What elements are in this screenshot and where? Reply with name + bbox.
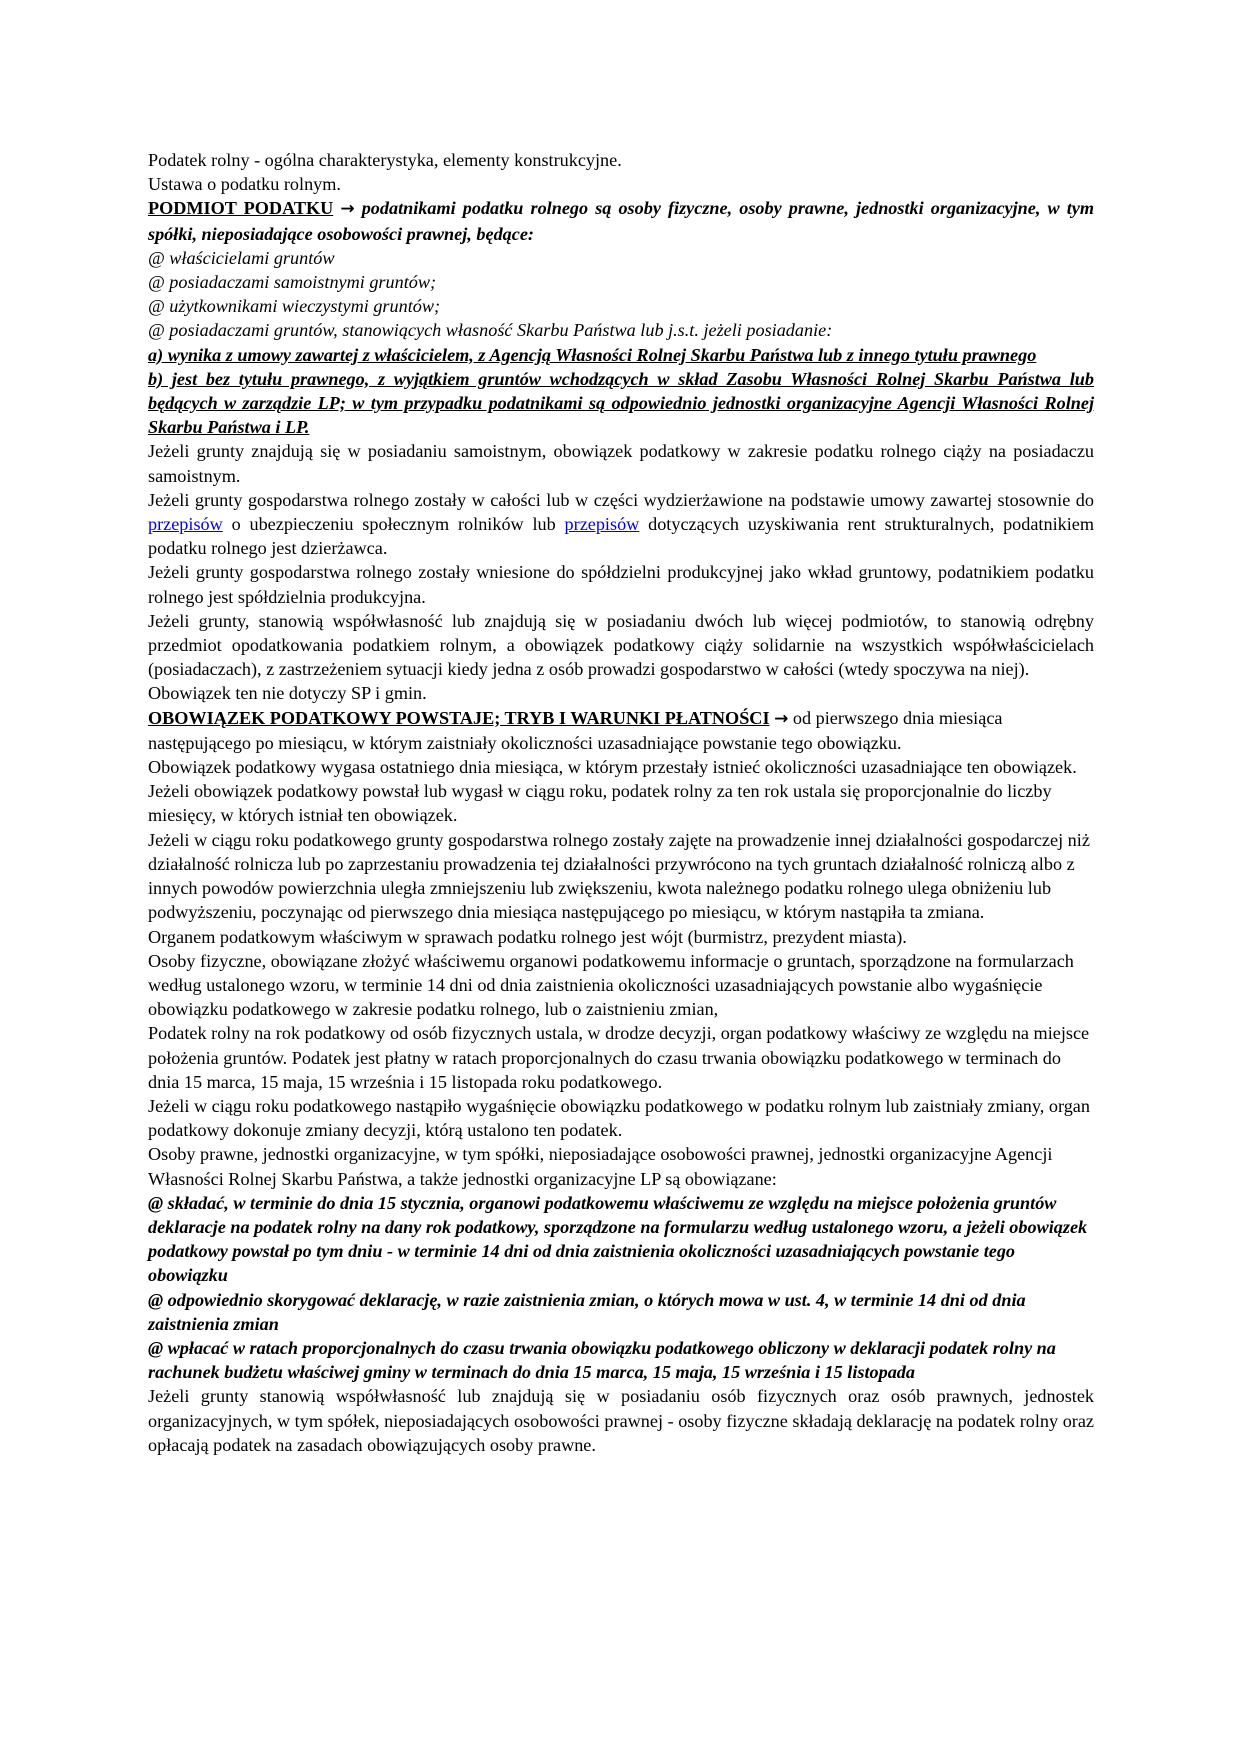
paragraph-zmiana: Jeżeli w ciągu roku podatkowego grunty gospodarstwa rolnego zostały zajęte na prowadzenie innej działalności gospodarczej niż działalność rolnicza lub po zaprzestaniu prowadzenia tej działalności przywrócono na tych gruntach działalność rolniczą albo z innych powodów powierzchnia uległa zmniejszeniu lub zwiększeniu, kwota należnego podatku rolnego ulega obniżeniu lub podwyższeniu, poczynając od pierwszego dnia miesiąca następującego po miesiącu, w którym nastąpiła ta zmiana. [148,829,1090,923]
paragraph-spoldzielnia: Jeżeli grunty gospodarstwa rolnego zostały wniesione do spółdzielni produkcyjnej jako wkład gruntowy, podatnikiem podatku rolnego jest spółdzielnia produkcyjna. [148,562,1094,607]
podmiot-item: @ właścicielami gruntów [148,247,335,268]
podmiot-item: @ użytkownikami wieczystymi gruntów; [148,296,441,317]
przepisy-link-1[interactable]: przepisów [148,514,223,535]
paragraph-osoby-fizyczne: Osoby fizyczne, obowiązane złożyć właściwemu organowi podatkowemu informacje o gruntach, sporządzone na formularzach według ustalonego wzoru, w terminie 14 dni od dnia zaistnienia okoliczności uzasadniających powstanie albo wygaśnięcie obowiązku podatkowego w zakresie podatku rolnego, lub o zaistnieniu zmian, [148,950,1074,1020]
paragraph-organ: Organem podatkowym właściwym w sprawach podatku rolnego jest wójt (burmistrz, prezydent miasta). [148,926,907,947]
paragraph-wygasniecie: Jeżeli w ciągu roku podatkowego nastąpiło wygaśnięcie obowiązku podatkowego w podatku rolnym lub zaistniały zmiany, organ podatkowy dokonuje zmiany decyzji, którą ustalono ten podatek. [148,1095,1090,1141]
obowiazek-item: @ odpowiednio skorygować deklarację, w razie zaistnienia zmian, o których mowa w ust. 4, w terminie 14 dni od dnia zaistnienia zmian [148,1289,1026,1334]
arrow-right-icon: → [774,708,789,729]
obowiazek-paragraph [148,706,1094,755]
document-page [148,148,1094,1457]
przepisy-link-2[interactable]: przepisów [564,514,640,535]
paragraph-dzierzawa [148,488,1094,561]
paragraph-wspolwlasnosc: Jeżeli grunty, stanowią współwłasność lub znajdują się w posiadaniu dwóch lub więcej podmiotów, to stanowią odrębny przedmiot opodatkowania podatkiem rolnym, a obowiązek podatkowy ciąży solidarnie na wszystkich współwłaścicielach (posiadaczach), z zastrzeżeniem sytuacji kiedy jedna z osób prowadzi gospodarstwo w całości (wtedy spoczywa na niej). [148,610,1094,680]
paragraph-osoby-prawne: Osoby prawne, jednostki organizacyjne, w tym spółki, nieposiadające osobowości prawnej, jednostki organizacyjne Agencji Własności Rolnej Skarbu Państwa, a także jednostki organizacyjne LP są obowiązane: [148,1144,1053,1189]
obowiazek-text: od pierwszego dnia miesiąca następującego po miesiącu, w którym zaistniały okoliczności uzasadniające powstanie tego obowiązku. [148,707,1003,753]
podmiot-subitem: a) wynika z umowy zawartej z właścicielem, z Agencją Własności Rolnej Skarbu Państwa lub z innego tytułu prawnego [148,344,1037,365]
dzierzawa-text-after: dotyczących uzyskiwania rent strukturalnych, podatnikiem podatku rolnego jest dzierżawca. [148,514,1094,559]
paragraph-samoistny: Jeżeli grunty znajdują się w posiadaniu samoistnym, obowiązek podatkowy w zakresie podatku rolnego ciąży na posiadaczu samoistnym. [148,441,1094,486]
dzierzawa-text-middle: o ubezpieczeniu społecznym rolników lub [222,514,565,535]
podmiot-item: @ posiadaczami samoistnymi gruntów; [148,272,437,293]
document-subtitle: Ustawa o podatku rolnym. [148,174,341,195]
paragraph-decyzja: Podatek rolny na rok podatkowy od osób fizycznych ustala, w drodze decyzji, organ podatkowy właściwy ze względu na miejsce położenia gruntów. Podatek jest płatny w ratach proporcjonalnych do czasu trwania obowiązku podatkowego w terminach do dnia 15 marca, 15 maja, 15 września i 15 listopada roku podatkowego. [148,1023,1090,1092]
podmiot-heading: PODMIOT PODATKU [148,198,334,219]
document-title: Podatek rolny - ogólna charakterystyka, elementy konstrukcyjne. [148,150,622,170]
paragraph-proporcja: Jeżeli obowiązek podatkowy powstał lub wygasł w ciągu roku, podatek rolny za ten rok ustala się proporcjonalnie do liczby miesięcy, w których istniał ten obowiązek. [148,781,1052,826]
arrow-right-icon: → [340,199,355,220]
dzierzawa-text-before: Jeżeli grunty gospodarstwa rolnego zostały w całości lub w części wydzierżawione na podstawie umowy zawartej stosownie do [148,489,1094,510]
podmiot-intro: podatnikami podatku rolnego są osoby fizyczne, osoby prawne, jednostki organizacyjne, w tym spółki, nieposiadające osobowości prawnej, będące: [148,198,1094,244]
obowiazek-heading: OBOWIĄZEK PODATKOWY POWSTAJE; TRYB I WARUNKI PŁATNOŚCI [148,707,770,728]
paragraph-wygasa: Obowiązek podatkowy wygasa ostatniego dnia miesiąca, w którym przestały istnieć okoliczności uzasadniające ten obowiązek. [148,757,1077,778]
podmiot-subitem: b) jest bez tytułu prawnego, z wyjątkiem gruntów wchodzących w skład Zasobu Własności Rolnej Skarbu Państwa lub będących w zarządzie LP; w tym przypadku podatnikami są odpowiednio jednostki organizacyjne Agencji Własności Rolnej Skarbu Państwa i LP. [148,368,1094,438]
paragraph-sp: Obowiązek ten nie dotyczy SP i gmin. [148,683,427,704]
obowiazek-item: @ składać, w terminie do dnia 15 stycznia, organowi podatkowemu właściwemu ze względu na miejsce położenia gruntów deklaracje na podatek rolny na dany rok podatkowy, sporządzone na formularzu według ustalonego wzoru, a jeżeli obowiązek podatkowy powstał po tym dniu - w terminie 14 dni od dnia zaistnienia okoliczności uzasadniających powstanie tego obowiązku [148,1192,1088,1286]
podmiot-item: @ posiadaczami gruntów, stanowiących własność Skarbu Państwa lub j.s.t. jeżeli posiadanie: [148,320,833,341]
paragraph-final: Jeżeli grunty stanowią współwłasność lub znajdują się w posiadaniu osób fizycznych oraz osób prawnych, jednostek organizacyjnych, w tym spółek, nieposiadających osobowości prawnej - osoby fizyczne składają deklarację na podatek rolny oraz opłacają podatek na zasadach obowiązujących osoby prawne. [148,1386,1094,1455]
obowiazek-item: @ wpłacać w ratach proporcjonalnych do czasu trwania obowiązku podatkowego obliczony w deklaracji podatek rolny na rachunek budżetu właściwej gminy w terminach do dnia 15 marca, 15 maja, 15 września i 15 listopada [148,1337,1056,1383]
podmiot-paragraph [148,196,1094,245]
